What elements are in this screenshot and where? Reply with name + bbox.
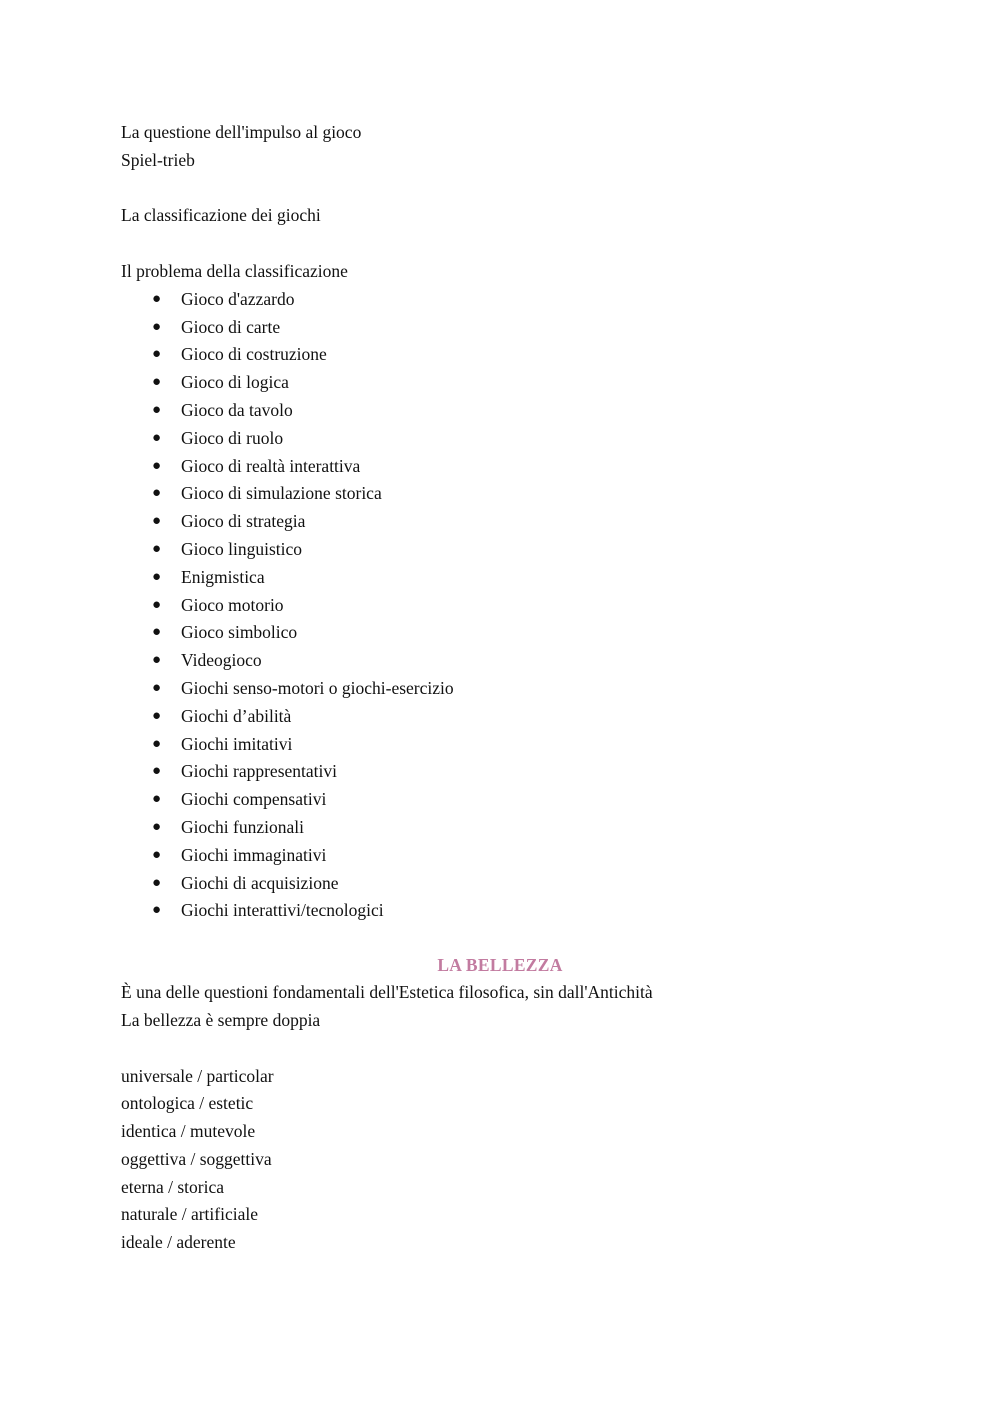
list-item-label: Gioco linguistico [181, 538, 303, 559]
beauty-pair-line: ontologica / estetic [121, 1093, 254, 1114]
list-item [121, 619, 879, 647]
list-item-label: Giochi rappresentativi [181, 761, 337, 782]
list-item-label: Gioco di carte [181, 316, 281, 337]
list-item [121, 397, 879, 425]
beauty-pair-line: eterna / storica [121, 1176, 225, 1197]
list-item [121, 647, 879, 675]
list-item-label: Enigmistica [181, 566, 265, 587]
list-item-label: Gioco da tavolo [181, 399, 293, 420]
spacer [121, 230, 879, 258]
list-item-label: Gioco motorio [181, 594, 284, 615]
bullet-icon: ● [152, 513, 162, 530]
list-item [121, 425, 879, 453]
beauty-pair-line: identica / mutevole [121, 1121, 256, 1142]
list-item [121, 314, 879, 342]
bullet-icon: ● [152, 763, 162, 780]
list-item [121, 480, 879, 508]
list-item-label: Giochi di acquisizione [181, 872, 339, 893]
bullet-icon: ● [152, 290, 162, 307]
bullet-icon: ● [152, 596, 162, 613]
game-types-list [121, 286, 879, 925]
impulse-question-line: La questione dell'impulso al gioco [121, 122, 362, 142]
spacer [121, 1035, 879, 1063]
bullet-icon: ● [152, 707, 162, 724]
list-item-label: Videogioco [181, 650, 262, 671]
bullet-icon: ● [152, 624, 162, 641]
list-item [121, 564, 879, 592]
classification-line: La classificazione dei giochi [121, 205, 321, 226]
list-item [121, 536, 879, 564]
list-item [121, 870, 879, 898]
list-item-label: Gioco di realtà interattiva [181, 455, 361, 476]
list-item-label: Gioco di costruzione [181, 344, 327, 365]
bullet-icon: ● [152, 679, 162, 696]
document-body [121, 119, 879, 1257]
classification-problem-line: Il problema della classificazione [121, 260, 348, 281]
beauty-pair-line: naturale / artificiale [121, 1204, 259, 1225]
list-item [121, 508, 879, 536]
beauty-pair-line: universale / particolar [121, 1065, 274, 1086]
list-item [121, 592, 879, 620]
list-item [121, 369, 879, 397]
bullet-icon: ● [152, 457, 162, 474]
list-item-label: Giochi senso-motori o giochi-esercizio [181, 677, 454, 698]
bullet-icon: ● [152, 902, 162, 919]
list-item-label: Gioco di ruolo [181, 427, 284, 448]
list-item [121, 341, 879, 369]
list-item [121, 286, 879, 314]
list-item-label: Gioco simbolico [181, 622, 298, 643]
list-item-label: Giochi d’abilità [181, 705, 292, 726]
beauty-intro-line: È una delle questioni fondamentali dell'Estetica filosofica, sin dall'Antichità [121, 982, 653, 1003]
list-item-label: Gioco d'azzardo [181, 288, 295, 309]
spiel-trieb-line: Spiel-trieb [121, 149, 195, 170]
list-item [121, 814, 879, 842]
bullet-icon: ● [152, 818, 162, 835]
list-item-label: Giochi compensativi [181, 789, 327, 810]
list-item-label: Gioco di logica [181, 372, 289, 393]
list-item-label: Giochi funzionali [181, 816, 304, 837]
bullet-icon: ● [152, 540, 162, 557]
list-item-label: Gioco di strategia [181, 511, 306, 532]
list-item [121, 786, 879, 814]
beauty-heading: LA BELLEZZA [437, 955, 563, 976]
list-item-label: Gioco di simulazione storica [181, 483, 382, 504]
spacer [121, 925, 879, 951]
beauty-double-line: La bellezza è sempre doppia [121, 1009, 321, 1030]
beauty-pair-line: oggettiva / soggettiva [121, 1148, 272, 1169]
list-item [121, 897, 879, 925]
list-item-label: Giochi imitativi [181, 733, 293, 754]
bullet-icon: ● [152, 429, 162, 446]
bullet-icon: ● [152, 846, 162, 863]
beauty-pairs-list [121, 1063, 879, 1258]
list-item [121, 758, 879, 786]
bullet-icon: ● [152, 374, 162, 391]
list-item-label: Giochi interattivi/tecnologici [181, 900, 384, 921]
spacer [121, 175, 879, 203]
list-item [121, 675, 879, 703]
bullet-icon: ● [152, 874, 162, 891]
bullet-icon: ● [152, 485, 162, 502]
bullet-icon: ● [152, 401, 162, 418]
bullet-icon: ● [152, 568, 162, 585]
bullet-icon: ● [152, 791, 162, 808]
bullet-icon: ● [152, 346, 162, 363]
list-item [121, 703, 879, 731]
list-item [121, 842, 879, 870]
bullet-icon: ● [152, 652, 162, 669]
bullet-icon: ● [152, 735, 162, 752]
list-item [121, 731, 879, 759]
list-item-label: Giochi immaginativi [181, 844, 327, 865]
bullet-icon: ● [152, 318, 162, 335]
list-item [121, 453, 879, 481]
beauty-pair-line: ideale / aderente [121, 1232, 236, 1253]
